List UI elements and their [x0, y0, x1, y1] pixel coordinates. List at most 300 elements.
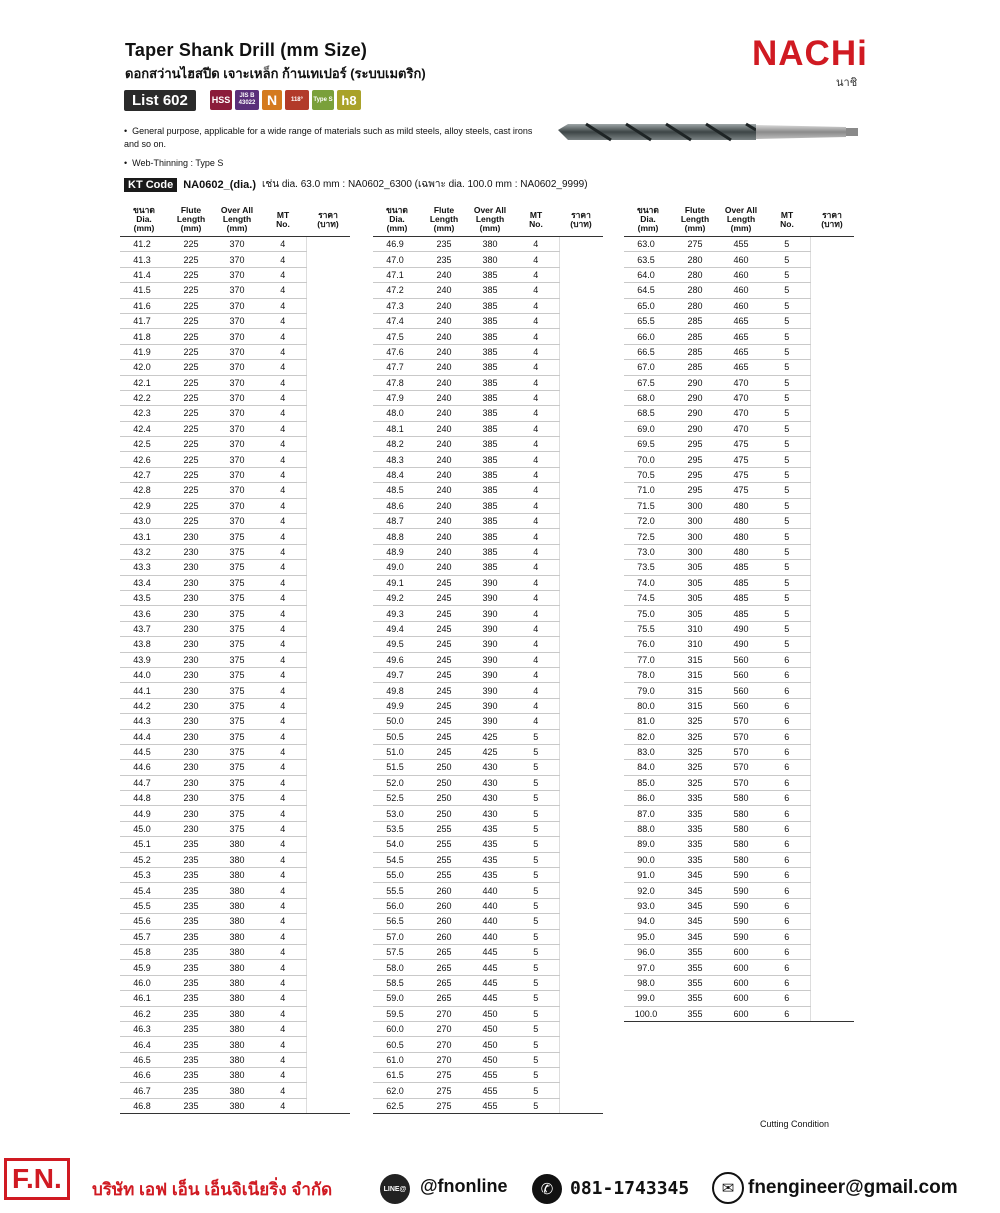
cell-dia: 85.0: [624, 775, 672, 790]
cell-overall: 600: [718, 1006, 764, 1021]
cell-overall: 385: [467, 390, 513, 405]
table-row: [120, 1021, 350, 1036]
cell-overall: 445: [467, 975, 513, 990]
table-row: [624, 267, 854, 282]
cell-mt: 5: [513, 775, 559, 790]
cell-overall: 370: [214, 498, 260, 513]
table-row: [624, 575, 854, 590]
cell-overall: 380: [214, 837, 260, 852]
spec-table-1: [120, 203, 350, 1114]
cell-price: [559, 606, 603, 621]
cell-overall: 375: [214, 729, 260, 744]
cell-overall: 385: [467, 529, 513, 544]
cell-flute: 295: [672, 483, 718, 498]
cell-price: [810, 960, 854, 975]
cell-price: [559, 252, 603, 267]
table-row: [624, 606, 854, 621]
table-row: [120, 437, 350, 452]
cell-flute: 305: [672, 560, 718, 575]
cell-mt: 4: [260, 1037, 306, 1052]
cell-price: [559, 437, 603, 452]
column-header-line: ราคา: [822, 209, 842, 220]
cell-flute: 335: [672, 791, 718, 806]
table-row: [373, 944, 603, 959]
cell-price: [306, 652, 350, 667]
cell-mt: 5: [764, 298, 810, 313]
cell-mt: 5: [513, 960, 559, 975]
table-row: [373, 1037, 603, 1052]
table-row: [624, 452, 854, 467]
cell-price: [559, 929, 603, 944]
cell-mt: 5: [764, 421, 810, 436]
cell-dia: 80.0: [624, 698, 672, 713]
cell-dia: 41.5: [120, 283, 168, 298]
cell-flute: 300: [672, 514, 718, 529]
column-header-line: (mm): [637, 223, 659, 233]
cell-dia: 69.0: [624, 421, 672, 436]
column-header-line: Length: [222, 214, 252, 224]
cell-flute: 245: [421, 729, 467, 744]
cell-dia: 41.4: [120, 267, 168, 282]
cell-price: [810, 806, 854, 821]
cell-flute: 270: [421, 1021, 467, 1036]
cell-price: [559, 390, 603, 405]
cell-flute: 255: [421, 852, 467, 867]
cell-overall: 375: [214, 560, 260, 575]
table-row: [624, 329, 854, 344]
table-row: [624, 421, 854, 436]
column-header-line: (mm): [684, 223, 706, 233]
cell-price: [810, 452, 854, 467]
cell-mt: 4: [260, 514, 306, 529]
cell-price: [559, 1098, 603, 1113]
cell-overall: 455: [467, 1098, 513, 1113]
cell-price: [559, 483, 603, 498]
cell-dia: 98.0: [624, 975, 672, 990]
cell-flute: 235: [421, 237, 467, 252]
cell-overall: 560: [718, 698, 764, 713]
cell-mt: 4: [260, 237, 306, 252]
cell-price: [306, 868, 350, 883]
cell-overall: 475: [718, 452, 764, 467]
cell-mt: 4: [513, 406, 559, 421]
cell-price: [559, 729, 603, 744]
cell-price: [810, 637, 854, 652]
table-row: [624, 791, 854, 806]
cell-flute: 265: [421, 944, 467, 959]
cell-mt: 4: [260, 698, 306, 713]
table-row: [373, 652, 603, 667]
table-row: [120, 483, 350, 498]
column-header-flute: [421, 203, 467, 237]
cell-overall: 390: [467, 652, 513, 667]
cell-mt: 5: [764, 606, 810, 621]
cell-mt: 6: [764, 1006, 810, 1021]
cell-dia: 42.6: [120, 452, 168, 467]
cell-price: [559, 267, 603, 282]
table-row: [120, 498, 350, 513]
cell-flute: 305: [672, 575, 718, 590]
cell-mt: 6: [764, 944, 810, 959]
cell-overall: 465: [718, 313, 764, 328]
cell-mt: 4: [513, 498, 559, 513]
cell-dia: 66.0: [624, 329, 672, 344]
cell-overall: 375: [214, 652, 260, 667]
cell-overall: 380: [214, 1052, 260, 1067]
cell-price: [810, 621, 854, 636]
cell-overall: 380: [214, 929, 260, 944]
cell-overall: 390: [467, 667, 513, 682]
table-row: [373, 837, 603, 852]
cell-overall: 375: [214, 821, 260, 836]
cell-overall: 370: [214, 237, 260, 252]
cell-mt: 6: [764, 852, 810, 867]
cell-flute: 285: [672, 360, 718, 375]
cell-overall: 380: [214, 960, 260, 975]
cell-overall: 455: [467, 1068, 513, 1083]
cell-mt: 4: [260, 483, 306, 498]
cell-dia: 43.5: [120, 590, 168, 605]
fn-logo: F.N.: [4, 1158, 70, 1200]
cell-flute: 265: [421, 975, 467, 990]
cell-mt: 4: [513, 467, 559, 482]
cell-flute: 295: [672, 452, 718, 467]
cell-flute: 225: [168, 237, 214, 252]
cell-dia: 51.0: [373, 744, 421, 759]
table-row: [120, 806, 350, 821]
table-row: [373, 344, 603, 359]
cell-dia: 54.0: [373, 837, 421, 852]
cell-overall: 370: [214, 452, 260, 467]
cell-price: [306, 437, 350, 452]
cell-mt: 5: [764, 344, 810, 359]
feature-bullet-2: • Web-Thinning : Type S: [124, 158, 224, 168]
cell-dia: 49.7: [373, 667, 421, 682]
table-row: [120, 991, 350, 1006]
cell-overall: 370: [214, 283, 260, 298]
cell-overall: 430: [467, 806, 513, 821]
cell-mt: 4: [260, 375, 306, 390]
cell-flute: 240: [421, 437, 467, 452]
cell-mt: 4: [260, 298, 306, 313]
cell-overall: 370: [214, 467, 260, 482]
column-header-line: (บาท): [317, 218, 339, 229]
cell-mt: 5: [764, 252, 810, 267]
cell-price: [559, 806, 603, 821]
cell-flute: 225: [168, 329, 214, 344]
cell-overall: 385: [467, 498, 513, 513]
table-row: [120, 467, 350, 482]
cell-mt: 4: [260, 760, 306, 775]
cell-overall: 380: [214, 1083, 260, 1098]
cell-flute: 310: [672, 621, 718, 636]
cell-overall: 450: [467, 1021, 513, 1036]
table-row: [624, 991, 854, 1006]
cell-dia: 46.5: [120, 1052, 168, 1067]
cell-dia: 48.5: [373, 483, 421, 498]
cell-overall: 390: [467, 683, 513, 698]
cell-overall: 465: [718, 344, 764, 359]
cell-overall: 590: [718, 914, 764, 929]
table-row: [373, 452, 603, 467]
cell-overall: 590: [718, 929, 764, 944]
cell-flute: 240: [421, 421, 467, 436]
table-row: [120, 298, 350, 313]
cell-overall: 475: [718, 437, 764, 452]
cell-price: [810, 914, 854, 929]
cell-overall: 460: [718, 283, 764, 298]
cell-flute: 235: [168, 960, 214, 975]
cell-mt: 5: [513, 729, 559, 744]
cell-dia: 45.0: [120, 821, 168, 836]
cell-flute: 345: [672, 883, 718, 898]
cell-dia: 47.8: [373, 375, 421, 390]
cell-price: [306, 1037, 350, 1052]
cell-dia: 47.1: [373, 267, 421, 282]
table-row: [120, 791, 350, 806]
cell-flute: 290: [672, 421, 718, 436]
cell-dia: 63.5: [624, 252, 672, 267]
column-header-line: (mm): [226, 223, 248, 233]
taper-shank-drill-image: [556, 118, 861, 148]
table-row: [120, 390, 350, 405]
web-thinning-tag: Type S: [312, 90, 334, 110]
cell-overall: 385: [467, 344, 513, 359]
cell-mt: 4: [513, 529, 559, 544]
cell-flute: 230: [168, 806, 214, 821]
cell-dia: 67.0: [624, 360, 672, 375]
table-row: [624, 637, 854, 652]
cell-price: [810, 560, 854, 575]
column-header-line: No.: [276, 218, 290, 229]
cell-dia: 42.4: [120, 421, 168, 436]
column-header-line: (บาท): [570, 218, 592, 229]
cell-flute: 300: [672, 544, 718, 559]
cell-price: [810, 283, 854, 298]
table-row: [373, 1098, 603, 1113]
cell-dia: 43.6: [120, 606, 168, 621]
table-row: [120, 375, 350, 390]
cell-price: [559, 837, 603, 852]
cell-price: [559, 667, 603, 682]
cell-price: [306, 1083, 350, 1098]
cell-price: [306, 606, 350, 621]
column-header-line: (mm): [479, 223, 501, 233]
cell-mt: 5: [764, 637, 810, 652]
cell-dia: 75.0: [624, 606, 672, 621]
cell-dia: 65.5: [624, 313, 672, 328]
cell-dia: 74.5: [624, 590, 672, 605]
cell-price: [559, 375, 603, 390]
cell-mt: 4: [513, 437, 559, 452]
cell-mt: 5: [513, 837, 559, 852]
cell-overall: 450: [467, 1052, 513, 1067]
cell-overall: 375: [214, 714, 260, 729]
cell-overall: 450: [467, 1006, 513, 1021]
cell-overall: 390: [467, 698, 513, 713]
table-row: [373, 283, 603, 298]
cell-overall: 375: [214, 590, 260, 605]
cell-flute: 240: [421, 529, 467, 544]
cell-dia: 46.9: [373, 237, 421, 252]
cell-price: [306, 483, 350, 498]
cell-price: [559, 898, 603, 913]
column-header-overall: [718, 203, 764, 237]
cell-mt: 4: [260, 544, 306, 559]
cell-price: [810, 606, 854, 621]
table-row: [120, 1083, 350, 1098]
cell-price: [810, 868, 854, 883]
cell-price: [810, 714, 854, 729]
cell-flute: 290: [672, 375, 718, 390]
cell-flute: 255: [421, 837, 467, 852]
cell-price: [810, 329, 854, 344]
cell-mt: 4: [513, 483, 559, 498]
cell-price: [559, 698, 603, 713]
cell-overall: 445: [467, 960, 513, 975]
cell-overall: 430: [467, 775, 513, 790]
cell-overall: 430: [467, 760, 513, 775]
cell-dia: 43.1: [120, 529, 168, 544]
cell-flute: 225: [168, 375, 214, 390]
cell-flute: 240: [421, 467, 467, 482]
cell-price: [306, 791, 350, 806]
cell-mt: 5: [764, 452, 810, 467]
cell-dia: 71.5: [624, 498, 672, 513]
column-header-line: ขนาด: [637, 205, 659, 215]
cell-mt: 6: [764, 652, 810, 667]
table-row: [624, 406, 854, 421]
cell-price: [559, 991, 603, 1006]
cell-dia: 62.0: [373, 1083, 421, 1098]
cell-flute: 235: [168, 929, 214, 944]
cell-overall: 460: [718, 298, 764, 313]
cell-overall: 385: [467, 421, 513, 436]
cell-flute: 230: [168, 637, 214, 652]
cell-mt: 4: [260, 637, 306, 652]
cell-flute: 240: [421, 560, 467, 575]
cell-dia: 43.9: [120, 652, 168, 667]
cell-price: [810, 975, 854, 990]
feature-text-2: Web-Thinning : Type S: [132, 158, 224, 168]
table-row: [373, 744, 603, 759]
cell-price: [810, 898, 854, 913]
cell-overall: 460: [718, 267, 764, 282]
cell-overall: 390: [467, 621, 513, 636]
cell-price: [306, 529, 350, 544]
cell-overall: 380: [214, 914, 260, 929]
cell-mt: 4: [513, 237, 559, 252]
cell-flute: 290: [672, 406, 718, 421]
cell-price: [810, 375, 854, 390]
cell-flute: 240: [421, 283, 467, 298]
cell-price: [306, 344, 350, 359]
cell-dia: 45.2: [120, 852, 168, 867]
cell-flute: 260: [421, 929, 467, 944]
cell-price: [559, 744, 603, 759]
cell-price: [306, 975, 350, 990]
cell-overall: 370: [214, 344, 260, 359]
cell-overall: 375: [214, 606, 260, 621]
cell-flute: 325: [672, 744, 718, 759]
cell-flute: 235: [168, 883, 214, 898]
cell-overall: 385: [467, 267, 513, 282]
cell-dia: 90.0: [624, 852, 672, 867]
cell-overall: 480: [718, 544, 764, 559]
cell-mt: 5: [764, 237, 810, 252]
cell-price: [306, 683, 350, 698]
cell-dia: 45.7: [120, 929, 168, 944]
cell-overall: 385: [467, 406, 513, 421]
cell-flute: 240: [421, 298, 467, 313]
cell-price: [559, 714, 603, 729]
cell-flute: 230: [168, 791, 214, 806]
table-row: [373, 621, 603, 636]
cell-dia: 45.1: [120, 837, 168, 852]
table-row: [624, 283, 854, 298]
cell-mt: 5: [513, 914, 559, 929]
table-row: [373, 483, 603, 498]
cell-dia: 45.3: [120, 868, 168, 883]
cell-flute: 230: [168, 560, 214, 575]
cell-mt: 5: [764, 544, 810, 559]
cell-mt: 5: [764, 560, 810, 575]
cell-overall: 370: [214, 329, 260, 344]
cell-mt: 5: [764, 360, 810, 375]
cell-flute: 245: [421, 590, 467, 605]
cell-mt: 4: [260, 529, 306, 544]
cell-mt: 4: [260, 991, 306, 1006]
cell-flute: 345: [672, 929, 718, 944]
cell-price: [306, 806, 350, 821]
cell-mt: 4: [513, 344, 559, 359]
table-row: [373, 360, 603, 375]
cell-price: [306, 929, 350, 944]
table-row: [373, 852, 603, 867]
cell-mt: 4: [513, 652, 559, 667]
cell-overall: 470: [718, 406, 764, 421]
cell-flute: 240: [421, 514, 467, 529]
cell-overall: 370: [214, 360, 260, 375]
table-row: [373, 529, 603, 544]
cell-price: [810, 821, 854, 836]
cell-overall: 560: [718, 652, 764, 667]
cell-price: [810, 883, 854, 898]
cell-flute: 235: [168, 1021, 214, 1036]
table-row: [120, 775, 350, 790]
table-row: [373, 898, 603, 913]
table-row: [373, 1052, 603, 1067]
cell-dia: 58.5: [373, 975, 421, 990]
cell-flute: 230: [168, 575, 214, 590]
cell-overall: 380: [467, 237, 513, 252]
cell-price: [559, 529, 603, 544]
cell-price: [810, 514, 854, 529]
table-row: [624, 883, 854, 898]
cell-overall: 470: [718, 421, 764, 436]
cell-flute: 250: [421, 760, 467, 775]
cell-overall: 385: [467, 544, 513, 559]
cell-mt: 5: [764, 437, 810, 452]
cell-mt: 4: [513, 606, 559, 621]
cell-price: [810, 467, 854, 482]
cell-flute: 355: [672, 960, 718, 975]
cell-overall: 380: [214, 1068, 260, 1083]
table-row: [120, 868, 350, 883]
cell-price: [559, 868, 603, 883]
cell-flute: 335: [672, 852, 718, 867]
cell-mt: 5: [513, 929, 559, 944]
